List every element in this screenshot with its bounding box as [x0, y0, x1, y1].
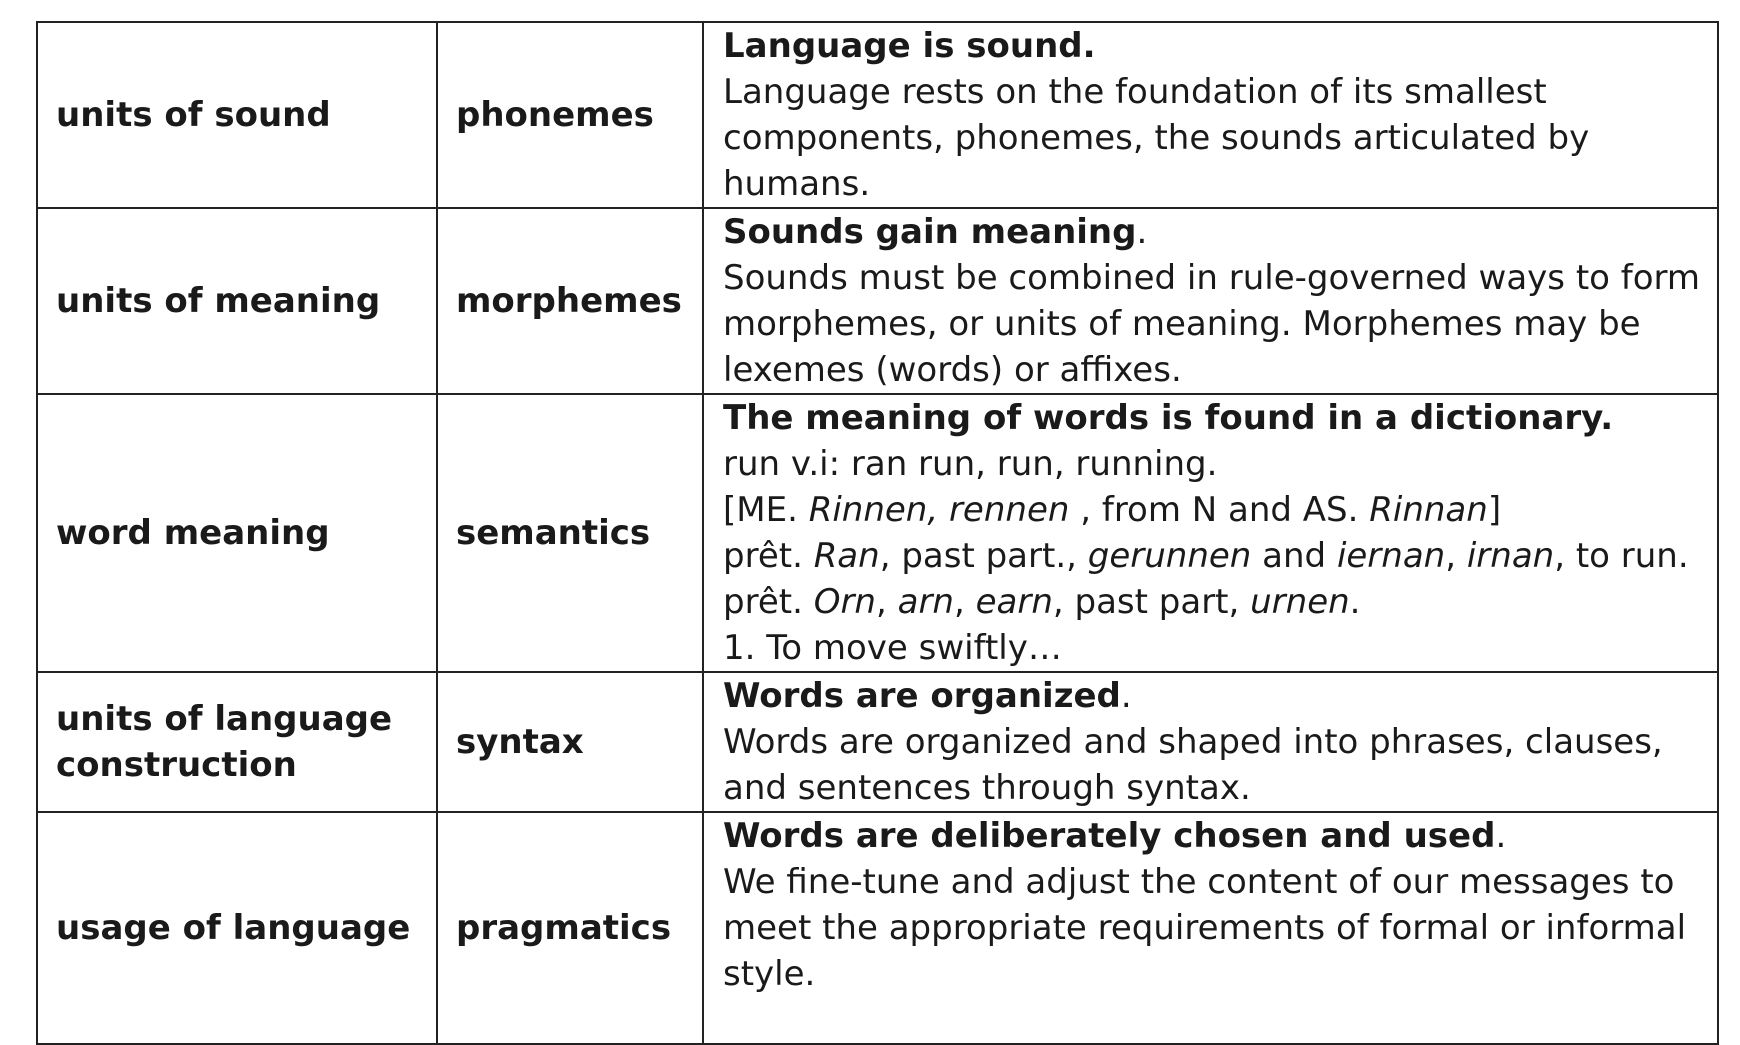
description-body: Words are organized and shaped into phrases, clauses, and sentences through syntax.: [723, 722, 1663, 808]
document-page: [36, 21, 1717, 1045]
term-cell: [437, 672, 703, 812]
description-cell: [703, 394, 1718, 672]
unit-cell: [37, 672, 437, 812]
term-cell: [437, 22, 703, 208]
unit-cell: [37, 22, 437, 208]
description-cell: [703, 22, 1718, 208]
table-row: [37, 22, 1718, 208]
table-row: [37, 394, 1718, 672]
description-headline: The meaning of words is found in a dictionary.: [723, 398, 1614, 438]
term-label: morphemes: [456, 281, 682, 321]
description-headline: Sounds gain meaning: [723, 212, 1137, 252]
unit-cell: [37, 394, 437, 672]
unit-label-line: units of language: [56, 699, 393, 739]
table-row: [37, 812, 1718, 1044]
term-label: syntax: [456, 722, 584, 762]
term-label: phonemes: [456, 95, 654, 135]
dictionary-forms-line: prêt. Orn, arn, earn, past part, urnen.: [723, 582, 1361, 622]
unit-label: units of sound: [56, 95, 331, 135]
headline-suffix: .: [1495, 816, 1507, 856]
description-body: Language rests on the foundation of its smallest components, phonemes, the sounds articulated by humans.: [723, 72, 1590, 204]
headline-suffix: .: [1136, 212, 1148, 252]
description-body: We fine-tune and adjust the content of our messages to meet the appropriate requirements of formal or informal style.: [723, 862, 1687, 994]
dictionary-etymology-line: [ME. Rinnen, rennen , from N and AS. Rinnan]: [723, 490, 1502, 530]
description-cell: [703, 812, 1718, 1044]
dictionary-forms-line: prêt. Ran, past part., gerunnen and iernan, irnan, to run.: [723, 536, 1689, 576]
language-levels-table: [36, 21, 1719, 1045]
headline-suffix: .: [1120, 676, 1132, 716]
term-cell: [437, 812, 703, 1044]
description-headline: Words are deliberately chosen and used: [723, 816, 1496, 856]
description-headline: Language is sound.: [723, 26, 1096, 66]
term-cell: [437, 208, 703, 394]
unit-label: word meaning: [56, 513, 330, 553]
table-row: [37, 672, 1718, 812]
unit-label-line: construction: [56, 745, 297, 785]
term-label: pragmatics: [456, 908, 672, 948]
term-cell: [437, 394, 703, 672]
unit-label: usage of language: [56, 908, 411, 948]
table-row: [37, 208, 1718, 394]
dictionary-definition-line: 1. To move swiftly…: [723, 628, 1062, 668]
unit-cell: [37, 208, 437, 394]
description-cell: [703, 208, 1718, 394]
dictionary-entry-line: run v.i: ran run, run, running.: [723, 444, 1218, 484]
term-label: semantics: [456, 513, 651, 553]
description-body: Sounds must be combined in rule-governed ways to form morphemes, or units of meaning. Morphemes may be lexemes (words) or affixes.: [723, 258, 1701, 390]
unit-cell: [37, 812, 437, 1044]
description-headline: Words are organized: [723, 676, 1121, 716]
description-cell: [703, 672, 1718, 812]
unit-label: units of meaning: [56, 281, 381, 321]
